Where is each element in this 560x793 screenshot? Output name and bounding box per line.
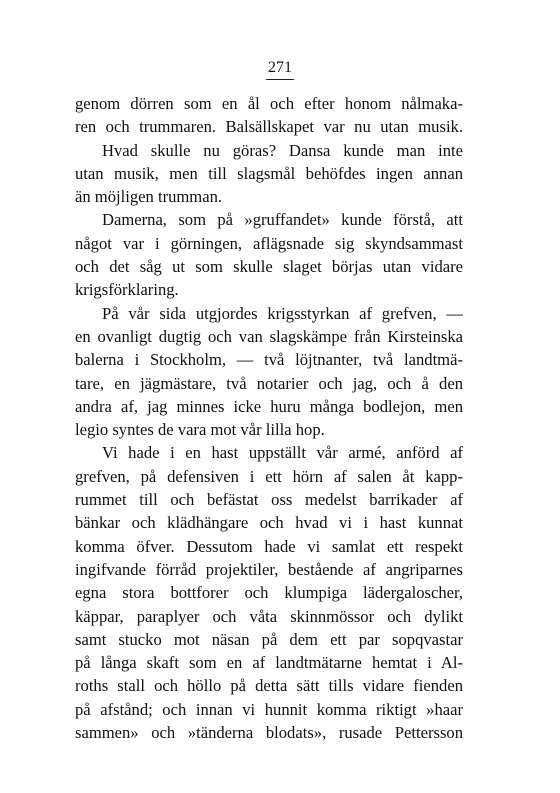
text-line: något var i görningen, aflägsnade sig skyndsammast: [75, 233, 463, 253]
text-line: balerna i Stockholm, — två löjtnanter, två landtmä-: [75, 350, 463, 370]
text-line: bänkar och klädhängare och hvad vi i hast kunnat: [75, 513, 463, 533]
body-text: [75, 92, 463, 744]
page-number: [0, 58, 560, 80]
text-line: krigsförklaring.: [75, 280, 179, 300]
text-line: tare, en jägmästare, två notarier och jag, och å den: [75, 373, 463, 393]
text-line: än möjligen trumman.: [75, 187, 223, 207]
text-line: sammen» och »tänderna blodats», rusade Pettersson: [75, 723, 463, 743]
text-line: samt stucko mot näsan på dem ett par sopqvastar: [75, 629, 463, 649]
text-line: käppar, paraplyer och våta skinnmössor och dylikt: [75, 606, 463, 626]
text-line: Damerna, som på »gruffandet» kunde förstå, att: [102, 210, 463, 230]
text-line: en ovanligt dugtig och van slagskämpe från Kirsteinska: [75, 326, 463, 346]
text-line: legio syntes de vara mot vår lilla hop.: [75, 420, 325, 440]
text-line: rummet till och befästat oss medelst barrikader af: [75, 490, 463, 510]
text-line: På vår sida utgjordes krigsstyrkan af grefven, —: [102, 303, 463, 323]
text-line: komma öfver. Dessutom hade vi samlat ett respekt: [75, 536, 463, 556]
text-line: Vi hade i en hast uppställt vår armé, anförd af: [102, 443, 463, 463]
text-line: genom dörren som en ål och efter honom nålmaka-: [75, 94, 463, 113]
text-line: och det såg ut som skulle slaget börjas utan vidare: [75, 257, 463, 277]
text-line: roths stall och höllo på detta sätt tills vidare fienden: [75, 676, 463, 696]
page-number-text: 271: [266, 58, 294, 80]
text-line: utan musik, men till slagsmål behöfdes ingen annan: [75, 163, 463, 183]
text-line: grefven, på defensiven i ett hörn af salen åt kapp-: [75, 466, 463, 486]
text-line: på långa skaft som en af landtmätarne hemtat i Al-: [75, 653, 463, 673]
text-line: Hvad skulle nu göras? Dansa kunde man inte: [102, 140, 463, 160]
text-line: ingifvande förråd projektiler, bestående af angriparnes: [75, 559, 463, 579]
text-line: ren och trummaren. Balsällskapet var nu utan musik.: [75, 117, 463, 137]
text-line: andra af, jag minnes icke huru många bodlejon, men: [75, 396, 463, 416]
text-line: på afstånd; och innan vi hunnit komma riktigt »haar: [75, 699, 463, 719]
text-line: egna stora bottforer och klumpiga lädergaloscher,: [75, 583, 463, 603]
